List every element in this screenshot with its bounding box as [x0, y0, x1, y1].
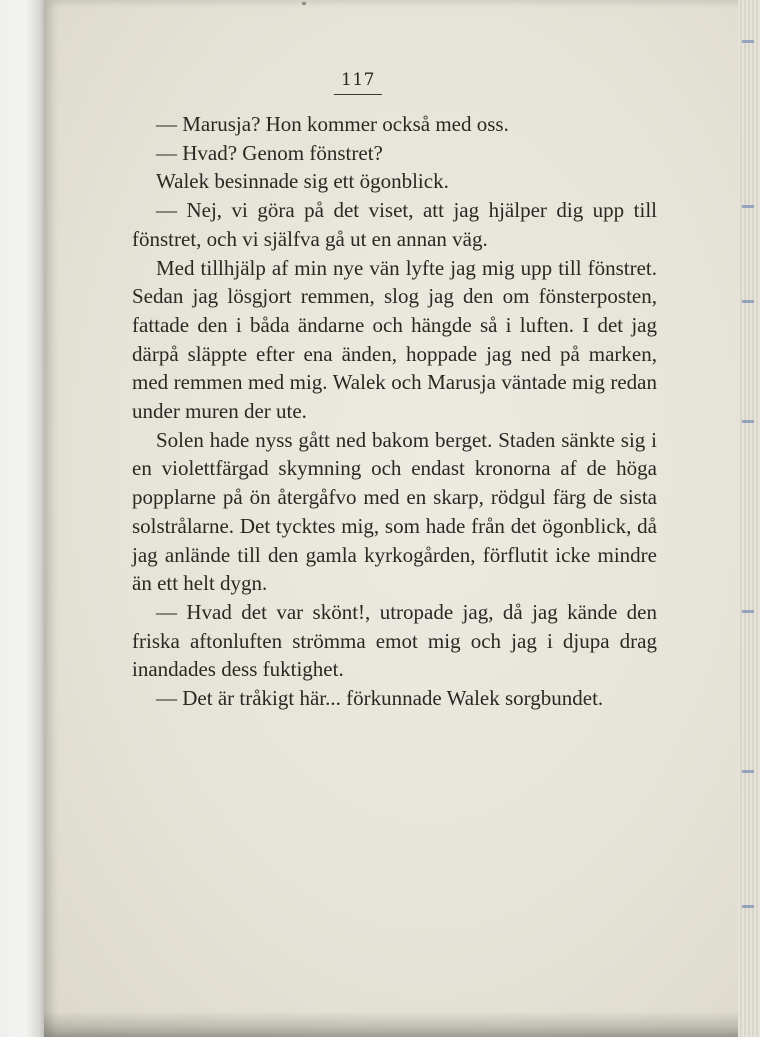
ink-mark	[742, 300, 754, 303]
paragraph: Walek besinnade sig ett ögonblick.	[156, 169, 449, 194]
page-number: 117	[341, 70, 375, 90]
ink-mark	[742, 610, 754, 613]
paragraph: Solen hade nyss gått ned bakom berget. Staden sänkte sig i en violettfärgad skymning och endast kronorna af de höga popplarne på ön återgåfvo med en skarp, rödgul färg de sista solstrålarne. Det tycktes mig, som hade från det ögonblick, då jag anlände till den gamla kyrkogården, förflutit icke mindre än ett helt dygn.	[132, 427, 657, 596]
ink-mark	[742, 770, 754, 773]
paragraph: Med tillhjälp af min nye vän lyfte jag mig upp till fönstret. Sedan jag lösgjort remmen, slog jag den om fönsterposten, fattade den i båda ändarne och hängde så i luften. I det jag därpå släppte efter ena änden, hoppade jag ned på marken, med remmen med mig. Walek och Marusja väntade mig redan under muren der ute.	[132, 255, 657, 424]
page-bottom-shadow	[44, 1011, 742, 1037]
page-number-rule	[334, 94, 382, 95]
paper-speck	[302, 2, 306, 5]
paragraph: — Hvad det var skönt!, utropade jag, då jag kände den friska aftonluften strömma emot mig och jag i djupa drag inandades dess fuktighet.	[132, 599, 657, 682]
book-page	[44, 0, 742, 1037]
paragraph: — Marusja? Hon kommer också med oss.	[156, 112, 509, 136]
ink-mark	[742, 40, 754, 43]
ink-mark	[742, 905, 754, 908]
ink-mark	[742, 420, 754, 423]
page-stack-edge	[738, 0, 760, 1037]
paragraph: — Nej, vi göra på det viset, att jag hjälper dig upp till fönstret, och vi själfva gå ut en annan väg.	[132, 198, 657, 251]
body-text	[132, 110, 657, 713]
ink-mark	[742, 205, 754, 208]
facing-page-edge	[0, 0, 48, 1037]
paragraph: — Hvad? Genom fönstret?	[156, 140, 383, 165]
paragraph: — Det är tråkigt här... förkunnade Walek sorgbundet.	[156, 686, 604, 711]
